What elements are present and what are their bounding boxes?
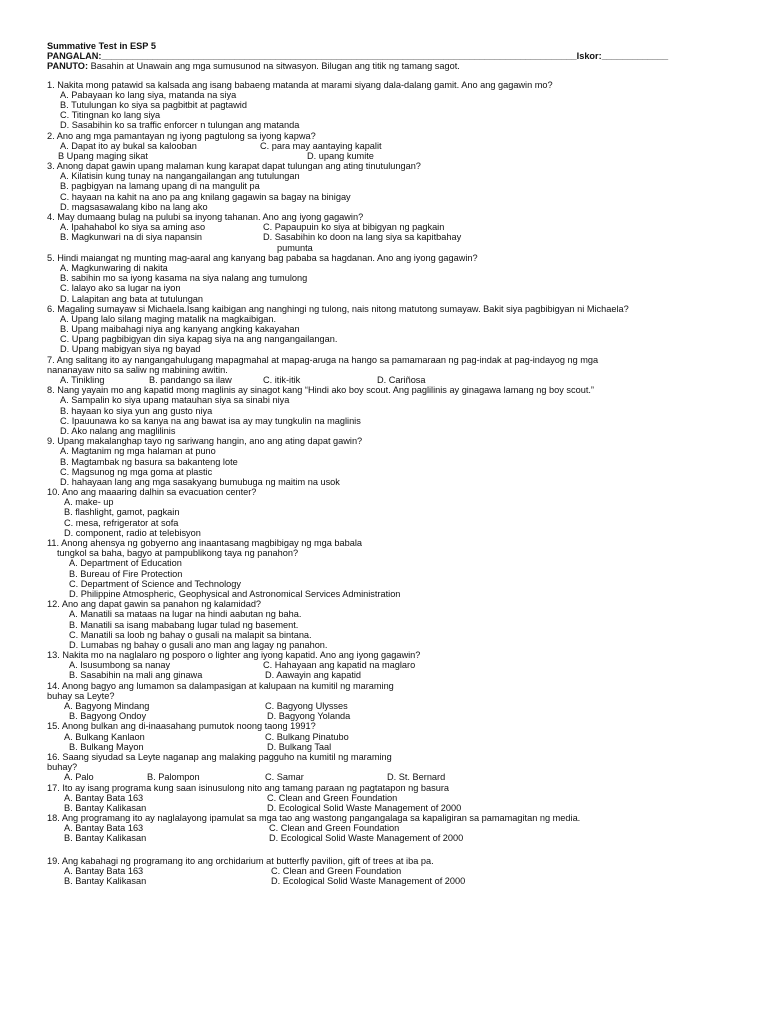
choice-d: D. hahayaan lang ang mga sasakyang bumubuga ng maitim na usok — [60, 476, 340, 487]
question-stem-continued: buhay? — [47, 762, 78, 773]
question-5 — [47, 253, 727, 304]
instructions-label: PANUTO: — [47, 61, 89, 72]
choice-a: A. Bantay Bata 163 — [64, 823, 144, 834]
score-blank: _____________ — [601, 51, 669, 62]
question-stem: 4. May dumaang bulag na pulubi sa inyong tahanan. Ano ang iyong gagawin? — [47, 212, 364, 222]
choice-d: D. Cariñosa — [377, 375, 426, 385]
choice-a: A. Magkunwaring di nakita — [60, 262, 168, 273]
name-score-line — [47, 51, 727, 61]
choice-a: A. Kilatisin kung tunay na nangangailangan ang tutulungan — [60, 171, 300, 182]
question-16 — [47, 752, 727, 783]
question-stem: 1. Nakita mong patawid sa kalsada ang isang babaeng matanda at marami siyang dala-dalang gamit. Ano ang gagawin mo? — [47, 79, 553, 90]
choice-d: D. Upang mabigyan siya ng bayad — [60, 344, 201, 355]
choice-d: D. Philippine Atmospheric, Geophysical and Astronomical Services Administration — [69, 588, 401, 599]
choice-a: A. Tinikling — [60, 375, 105, 385]
choice-c: C. Bagyong Ulysses — [265, 701, 348, 711]
choice-b: B. Bulkang Mayon — [69, 741, 144, 752]
question-8 — [47, 385, 727, 436]
choice-c: C. Department of Science and Technology — [69, 578, 241, 589]
choice-c: C. mesa, refrigerator at sofa — [64, 517, 179, 528]
choice-a: A. Bagyong Mindang — [64, 701, 150, 711]
choice-d: D. component, radio at telebisyon — [64, 527, 201, 538]
choice-a: A. make- up — [64, 497, 114, 508]
choice-b: B. Tutulungan ko siya sa pagbitbit at pagtawid — [60, 99, 247, 110]
choice-c: C. para may aantaying kapalit — [260, 140, 382, 151]
choice-c: C. Bulkang Pinatubo — [265, 731, 349, 742]
choice-c: C. lalayo ako sa lugar na iyon — [60, 283, 181, 294]
name-label: PANGALAN: — [47, 51, 102, 62]
choice-b: B. Bantay Kalikasan — [64, 802, 147, 813]
choice-c: C. itik-itik — [263, 375, 301, 385]
instructions-text: Basahin at Unawain ang mga sumusunod na sitwasyon. Bilugan ang titik ng tamang sagot. — [88, 61, 460, 72]
question-4 — [47, 212, 727, 253]
question-1 — [47, 80, 727, 131]
choice-c: C. Hahayaan ang kapatid na maglaro — [263, 660, 416, 671]
question-stem: 3. Anong dapat gawin upang malaman kung karapat dapat tulungan ang ating tinutulungan? — [47, 161, 421, 172]
choice-d: D. Ecological Solid Waste Management of 2000 — [271, 876, 466, 886]
question-stem-continued: tungkol sa baha, bagyo at pampublikong taya ng panahon? — [57, 548, 299, 559]
choice-c: C. Upang pagbibigyan din siya kapag siya na ang nangangailangan. — [60, 334, 338, 345]
question-stem: 14. Anong bagyo ang lumamon sa dalampasigan at kalupaan na kumitil ng maraming — [47, 680, 394, 691]
choice-c: C. hayaan na kahit na ano pa ang knilang gagawin sa bagay na binigay — [60, 191, 351, 202]
choice-a: A. Bantay Bata 163 — [64, 865, 144, 876]
score-label: Iskor: — [576, 51, 602, 62]
choice-d: D. Ako nalang ang maglilinis — [60, 425, 176, 436]
choice-a: A. Ipahahabol ko siya sa aming aso — [60, 222, 206, 233]
choice-a: A. Palo — [64, 772, 94, 783]
choice-b: B. Palompon — [147, 772, 200, 783]
question-stem: 10. Ano ang maaaring dalhin sa evacuation center? — [47, 487, 257, 498]
question-stem: 7. Ang salitang ito ay nangangahulugang mapagmahal at mapag-aruga na hango sa pamamaraan ng pag-indak at pag-indayog ng mga — [47, 354, 599, 365]
question-19 — [47, 856, 727, 887]
choice-a: A. Pabayaan ko lang siya, matanda na siya — [60, 89, 237, 100]
choice-d: D. St. Bernard — [387, 772, 446, 783]
question-7 — [47, 355, 727, 386]
choice-c: C. Titingnan ko lang siya — [60, 110, 161, 121]
choice-b: B. flashlight, gamot, pagkain — [64, 507, 180, 518]
choice-c: C. Clean and Green Foundation — [267, 792, 398, 803]
choice-a: A. Department of Education — [69, 558, 182, 569]
question-stem-continued: nananayaw nito sa saliw ng mabining awitin. — [47, 364, 228, 375]
question-stem: 5. Hindi maiangat ng munting mag-aaral ang kanyang bag pababa sa hagdanan. Ano ang iyong gagawin? — [47, 252, 478, 263]
question-9 — [47, 436, 727, 487]
choice-b: B. Bantay Kalikasan — [64, 876, 147, 886]
question-stem: 6. Magaling sumayaw si Michaela.Isang kaibigan ang nanghingi ng tulong, nais nitong matutong sumayaw. Bakit siya pagbibigyan ni Michaela? — [47, 303, 629, 314]
choice-b: B. Magkunwari na di siya napansin — [60, 232, 202, 243]
question-13 — [47, 650, 727, 681]
choice-b: B. pagbigyan na lamang upang di na mangulit pa — [60, 181, 260, 192]
choice-d-continued: pumunta — [277, 242, 313, 253]
choice-c: C. Clean and Green Foundation — [271, 865, 402, 876]
question-10 — [47, 487, 727, 538]
question-stem: 11. Anong ahensya ng gobyerno ang inaantasang magbibigay ng mga babala — [47, 538, 363, 548]
choice-b: B. hayaan ko siya yun ang gusto niya — [60, 405, 213, 416]
choice-b: B Upang maging sikat — [58, 150, 148, 161]
choice-c: C. Samar — [265, 772, 304, 783]
question-15 — [47, 721, 727, 752]
choice-b: B. Bagyong Ondoy — [69, 711, 147, 722]
question-stem-continued: buhay sa Leyte? — [47, 690, 115, 701]
choice-d: D. Bagyong Yolanda — [267, 711, 351, 722]
question-stem: 13. Nakita mo na naglalaro ng posporo o lighter ang iyong kapatid. Ano ang iyong gagawin? — [47, 650, 421, 661]
question-18 — [47, 813, 727, 844]
choice-d: D. Lalapitan ang bata at tutulungan — [60, 293, 204, 304]
name-blank: _____________________________________________________________________________________________ — [101, 51, 577, 62]
choice-a: A. Dapat ito ay bukal sa kalooban — [60, 140, 197, 151]
choice-d: D. Aawayin ang kapatid — [265, 670, 362, 681]
question-stem: 17. Ito ay isang programa kung saan isinusulong nito ang tamang paraan ng pagtatapon ng basura — [47, 782, 449, 793]
choice-a: A. Sampalin ko siya upang matauhan siya sa sinabi niya — [60, 395, 290, 406]
choice-a: A. Magtanim ng mga halaman at puno — [60, 446, 216, 457]
choice-b: B. Manatili sa isang mababang lugar tulad ng basement. — [69, 619, 299, 630]
choice-b: B. sabihin mo sa iyong kasama na siya nalang ang tumulong — [60, 273, 308, 284]
instructions-line — [47, 61, 727, 71]
choice-a: A. Manatili sa mataas na lugar na hindi aabutan ng baha. — [69, 609, 302, 620]
document-title: Summative Test in ESP 5 — [47, 41, 156, 51]
question-2 — [47, 131, 727, 162]
choice-d: D. Ecological Solid Waste Management of 2000 — [269, 833, 464, 844]
choice-c: C. Clean and Green Foundation — [269, 823, 400, 834]
question-stem: 2. Ano ang mga pamantayan ng iyong pagtulong sa iyong kapwa? — [47, 130, 316, 141]
question-stem: 16. Saang siyudad sa Leyte naganap ang malaking pagguho na kumitil ng maraming — [47, 751, 392, 762]
choice-b: B. Magtambak ng basura sa bakanteng lote — [60, 456, 238, 467]
question-stem: 12. Ano ang dapat gawin sa panahon ng kalamidad? — [47, 599, 262, 610]
question-17 — [47, 783, 727, 814]
question-stem: 18. Ang programang ito ay naglalayong ipamulat sa mga tao ang wastong pangangalaga sa kapaligiran sa pamamagitan ng media. — [47, 813, 581, 824]
question-6 — [47, 304, 727, 355]
test-document — [47, 41, 727, 886]
question-12 — [47, 599, 727, 650]
choice-b: B. Bantay Kalikasan — [64, 833, 147, 844]
question-3 — [47, 161, 727, 212]
choice-d: D. magsasawalang kibo na lang ako — [60, 201, 208, 212]
choice-a: A. Upang lalo silang maging matalik na magkaibigan. — [60, 313, 277, 324]
choice-b: B. Upang maibahagi niya ang kanyang angking kakayahan — [60, 324, 300, 335]
choice-d: D. upang kumite — [307, 150, 374, 161]
choice-c: C. Ipauunawa ko sa kanya na ang bawat isa ay may tungkulin na maglinis — [60, 415, 361, 426]
question-stem: 9. Upang makalanghap tayo ng sariwang hangin, ano ang ating dapat gawin? — [47, 436, 363, 447]
choice-d: D. Sasabihin ko doon na lang siya sa kapitbahay — [263, 232, 462, 243]
choice-d: D. Ecological Solid Waste Management of 2000 — [267, 802, 462, 813]
question-stem: 19. Ang kabahagi ng programang ito ang orchidarium at butterfly pavilion, gift of trees at iba pa. — [47, 855, 434, 866]
choice-d: D. Bulkang Taal — [267, 741, 332, 752]
choice-d: D. Sasabihin ko sa traffic enforcer n tulungan ang matanda — [60, 120, 300, 131]
choice-b: B. Bureau of Fire Protection — [69, 568, 183, 579]
question-14 — [47, 681, 727, 722]
question-stem: 8. Nang yayain mo ang kapatid mong maglinis ay sinagot kang “Hindi ako boy scout. Ang paglilinis ay ginagawa lamang ng boy scout.” — [47, 385, 594, 396]
choice-a: A. Isusumbong sa nanay — [69, 660, 171, 671]
choice-a: A. Bulkang Kanlaon — [64, 731, 145, 742]
choice-a: A. Bantay Bata 163 — [64, 792, 144, 803]
choice-c: C. Magsunog ng mga goma at plastic — [60, 466, 213, 477]
choice-c: C. Papaupuin ko siya at bibigyan ng pagkain — [263, 222, 445, 233]
choice-d: D. Lumabas ng bahay o gusali ano man ang lagay ng panahon. — [69, 639, 328, 650]
choice-b: B. pandango sa ilaw — [149, 375, 232, 385]
choice-c: C. Manatili sa loob ng bahay o gusali na malapit sa bintana. — [69, 629, 312, 640]
question-11 — [47, 538, 727, 599]
question-stem: 15. Anong bulkan ang di-inaasahang pumutok noong taong 1991? — [47, 721, 316, 732]
choice-b: B. Sasabihin na mali ang ginawa — [69, 670, 203, 681]
